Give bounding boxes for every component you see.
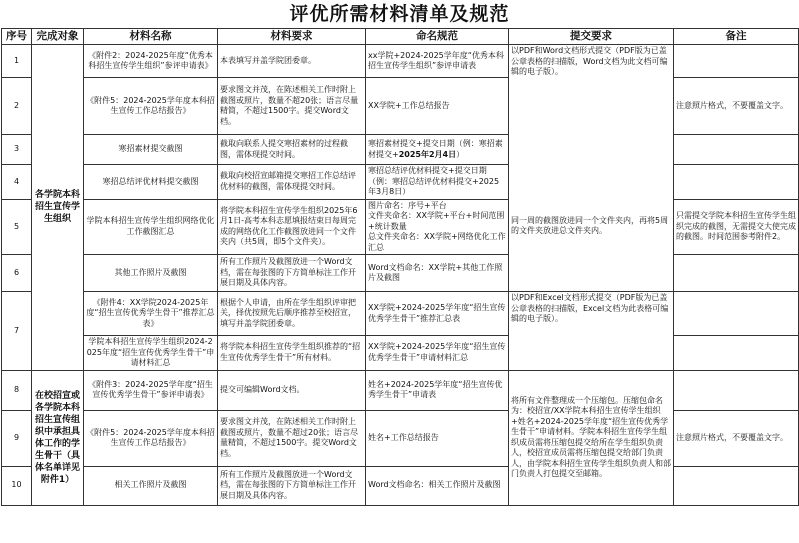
naming-rule: XX学院+2024-2025学年度“招生宣传优秀学生骨干”推荐汇总表 <box>366 292 509 336</box>
note <box>674 255 799 292</box>
page-title: 评优所需材料清单及规范 <box>289 3 510 25</box>
material-requirement: 根据个人申请，由所在学生组织评审把关，择优按照先后顺序推荐至校招宣，填写并盖学院团委章。 <box>218 292 366 336</box>
material-requirement: 截取向联系人提交寒招素材的过程截图，需体现提交时间。 <box>218 135 366 165</box>
row-number: 6 <box>2 255 32 292</box>
naming-rule: XX学院+工作总结报告 <box>366 78 509 135</box>
row-number: 1 <box>2 45 32 78</box>
header-note: 备注 <box>674 29 799 45</box>
material-name: 寒招素材提交截图 <box>84 135 218 165</box>
note <box>674 292 799 336</box>
material-name: 其他工作照片及截图 <box>84 255 218 292</box>
material-requirement: 所有工作照片及截图放进一个Word文档，需在每张图的下方简单标注工作开展日期及具体内容。 <box>218 466 366 505</box>
material-name: 《附件5：2024-2025学年度本科招生宣传工作总结报告》 <box>84 410 218 466</box>
row-number: 5 <box>2 199 32 255</box>
naming-rule <box>366 135 509 165</box>
header-name: 材料名称 <box>84 29 218 45</box>
material-requirement: 将学院本科招生宣传学生组织2025年6月1日-高考本科志愿填报结束日每周完成的网络优化工作截图放进同一个文件夹内（共5周，即5个文件夹）。 <box>218 199 366 255</box>
material-requirement: 将学院本科招生宣传学生组织推荐的“招生宣传优秀学生骨干”所有材料。 <box>218 336 366 371</box>
table-row <box>2 336 799 371</box>
row-number: 2 <box>2 78 32 135</box>
naming-prefix: 寒招素材提交+提交日期（例：寒招素材提交+ <box>368 139 503 159</box>
submit-requirement: 将所有文件整理成一个压缩包。压缩包命名为：校招宣/XX学院本科招生宣传学生组织+姓名+2024-2025学年度“招生宣传优秀学生骨干”申请材料。学院本科招生宣传学生组织成员需将压缩包提交给所在学生组织负责人，校招宣成员需将压缩包提交给部门负责人，由学院本科招生宣传学生组织负责人和部门负责人打包提交至邮箱。 <box>509 370 674 505</box>
note <box>674 45 799 78</box>
material-requirement: 要求图文并茂，在陈述相关工作时附上截图或照片，数量不超20张；语言尽量精简，不超过1500字。提交Word文档。 <box>218 78 366 135</box>
submit-text-5: 同一周的截图放进同一个文件夹内，再将5周的文件夹放进总文件夹内。 <box>511 215 669 235</box>
material-name: 《附件5：2024-2025学年度本科招生宣传工作总结报告》 <box>84 78 218 135</box>
submit-requirement <box>509 45 674 292</box>
table-row <box>2 78 799 135</box>
note: 注意照片格式，不要覆盖文字。 <box>674 410 799 466</box>
row-number: 4 <box>2 165 32 200</box>
header-naming: 命名规范 <box>366 29 509 45</box>
material-name: 学院本科招生宣传学生组织2024-2025年度“招生宣传优秀学生骨干”申请材料汇总 <box>84 336 218 371</box>
header-no: 序号 <box>2 29 32 45</box>
submit-requirement: 以PDF和Excel文档形式提交（PDF版为已盖公章表格的扫描版，Excel文档为此表格可编辑的电子版）。 <box>509 292 674 371</box>
target-group-students: 在校招宣或各学院本科招生宣传组织中承担具体工作的学生骨干（具体名单详见附件1） <box>32 370 84 505</box>
note <box>674 135 799 165</box>
material-requirement: 本表填写并盖学院团委章。 <box>218 45 366 78</box>
material-name: 《附件2：2024-2025年度“优秀本科招生宣传学生组织”参评申请表》 <box>84 45 218 78</box>
naming-rule: 寒招总结评优材料提交+提交日期（例：寒招总结评优材料提交+2025年3月8日） <box>366 165 509 200</box>
table-row <box>2 410 799 466</box>
note <box>674 165 799 200</box>
note <box>674 370 799 410</box>
material-requirement: 提交可编辑Word文档。 <box>218 370 366 410</box>
table-row <box>2 255 799 292</box>
note <box>674 466 799 505</box>
note: 注意照片格式，不要覆盖文字。 <box>674 78 799 135</box>
row-number: 3 <box>2 135 32 165</box>
materials-table <box>1 28 799 506</box>
table-row <box>2 370 799 410</box>
material-requirement: 要求图文并茂，在陈述相关工作时附上截图或照片，数量不超过20张；语言尽量精简，不超过1500字。提交Word文档。 <box>218 410 366 466</box>
header-submit: 提交要求 <box>509 29 674 45</box>
table-row <box>2 199 799 255</box>
material-name: 《附件4：XX学院2024-2025年度“招生宣传优秀学生骨干”推荐汇总表》 <box>84 292 218 336</box>
material-name: 学院本科招生宣传学生组织网络优化工作截图汇总 <box>84 199 218 255</box>
material-name: 相关工作照片及截图 <box>84 466 218 505</box>
naming-folder: 文件夹命名：XX学院+平台+时间范围+统计数量 <box>368 211 505 231</box>
material-requirement: 所有工作照片及截图放进一个Word文档，需在每张图的下方简单标注工作开展日期及具体内容。 <box>218 255 366 292</box>
row-number: 7 <box>2 292 32 371</box>
naming-rule: XX学院+2024-2025学年度“招生宣传优秀学生骨干”申请材料汇总 <box>366 336 509 371</box>
naming-date: 2025年2月4日 <box>398 149 457 159</box>
header-target: 完成对象 <box>32 29 84 45</box>
table-row <box>2 135 799 165</box>
submit-text-1: 以PDF和Word文档形式提交（PDF版为已盖公章表格的扫描版，Word文档为此文档可编辑的电子版）。 <box>511 46 668 76</box>
naming-rule: Word文档命名：XX学院+其他工作照片及截图 <box>366 255 509 292</box>
naming-rule: 姓名+2024-2025学年度“招生宣传优秀学生骨干”申请表 <box>366 370 509 410</box>
material-name: 寒招总结评优材料提交截图 <box>84 165 218 200</box>
naming-rule: 姓名+工作总结报告 <box>366 410 509 466</box>
row-number: 9 <box>2 410 32 466</box>
naming-image: 图片命名：序号+平台 <box>368 200 447 210</box>
table-row <box>2 292 799 336</box>
material-name: 《附件3：2024-2025学年度“招生宣传优秀学生骨干”参评申请表》 <box>84 370 218 410</box>
naming-rule: xx学院+2024-2025学年度“优秀本科招生宣传学生组织”参评申请表 <box>366 45 509 78</box>
header-requirement: 材料要求 <box>218 29 366 45</box>
table-row <box>2 165 799 200</box>
naming-rule: Word文档命名：相关工作照片及截图 <box>366 466 509 505</box>
naming-rule <box>366 199 509 255</box>
material-requirement: 截取向校招宣邮箱提交寒招工作总结评优材料的截图，需体现提交时间。 <box>218 165 366 200</box>
table-row <box>2 466 799 505</box>
table-row <box>2 45 799 78</box>
note: 只需提交学院本科招生宣传学生组织完成的截图，无需提交大使完成的截图。时间范围参考附件2。 <box>674 199 799 255</box>
naming-suffix: ） <box>456 149 465 159</box>
row-number: 8 <box>2 370 32 410</box>
note <box>674 336 799 371</box>
header-row <box>2 29 799 45</box>
target-group-organizations: 各学院本科招生宣传学生组织 <box>32 45 84 371</box>
naming-total-folder: 总文件夹命名：XX学院+网络优化工作汇总 <box>368 232 506 252</box>
row-number: 10 <box>2 466 32 505</box>
